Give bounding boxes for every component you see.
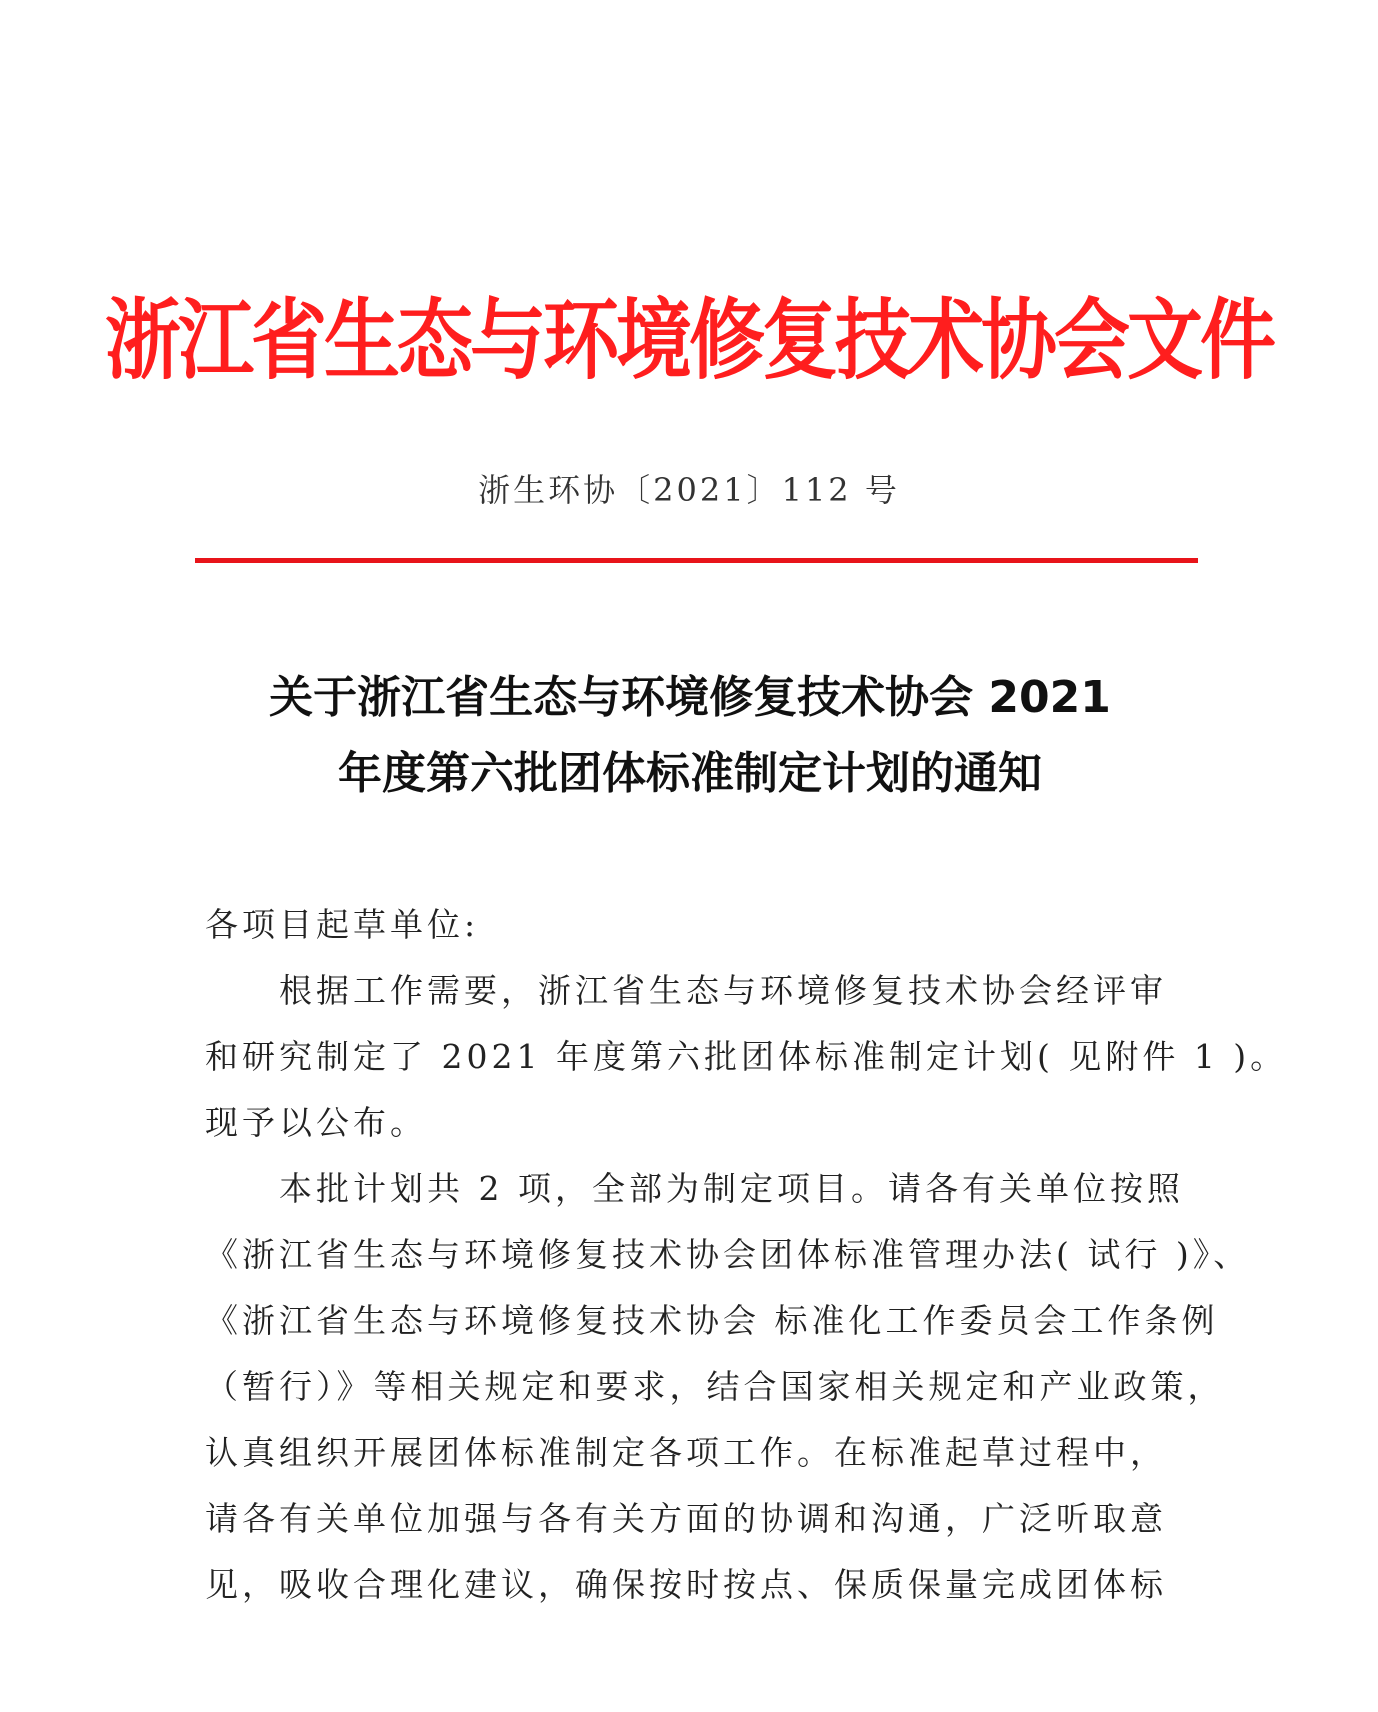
paragraph-2-line: 本批计划共 2 项，全部为制定项目。请各有关单位按照 bbox=[279, 1169, 1184, 1208]
paragraph-2-line: 《浙江省生态与环境修复技术协会团体标准管理办法( 试行 )》、 bbox=[205, 1235, 1251, 1274]
notice-title-line-1: 关于浙江省生态与环境修复技术协会 2021 bbox=[269, 672, 1111, 723]
paragraph-2-cont bbox=[205, 1222, 1251, 1618]
paragraph-2-line: 请各有关单位加强与各有关方面的协调和沟通，广泛听取意 bbox=[205, 1499, 1167, 1538]
salutation: 各项目起草单位: bbox=[205, 905, 480, 944]
paragraph-1 bbox=[205, 958, 1195, 1024]
red-divider-line bbox=[195, 558, 1198, 563]
document-number: 浙生环协〔2021〕112 号 bbox=[478, 471, 900, 509]
paragraph-2-line: （暂行）》等相关规定和要求，结合国家相关规定和产业政策， bbox=[205, 1367, 1225, 1406]
paragraph-1-line: 和研究制定了 2021 年度第六批团体标准制定计划( 见附件 1 )。 bbox=[205, 1037, 1288, 1076]
paragraph-2 bbox=[205, 1156, 1195, 1222]
paragraph-1-line: 现予以公布。 bbox=[205, 1103, 427, 1142]
notice-body bbox=[205, 892, 1288, 1618]
paragraph-2-line: 《浙江省生态与环境修复技术协会 标准化工作委员会工作条例 bbox=[205, 1301, 1219, 1340]
notice-title bbox=[190, 660, 1190, 812]
paragraph-2-line: 认真组织开展团体标准制定各项工作。在标准起草过程中， bbox=[205, 1433, 1167, 1472]
paragraph-1-line: 根据工作需要，浙江省生态与环境修复技术协会经评审 bbox=[279, 971, 1167, 1010]
paragraph-1-cont bbox=[205, 1024, 1288, 1156]
notice-title-line-2: 年度第六批团体标准制定计划的通知 bbox=[338, 748, 1042, 799]
org-file-header: 浙江省生态与环境修复技术协会文件 bbox=[105, 288, 1273, 392]
paragraph-2-line: 见，吸收合理化建议，确保按时按点、保质保量完成团体标 bbox=[205, 1565, 1167, 1604]
